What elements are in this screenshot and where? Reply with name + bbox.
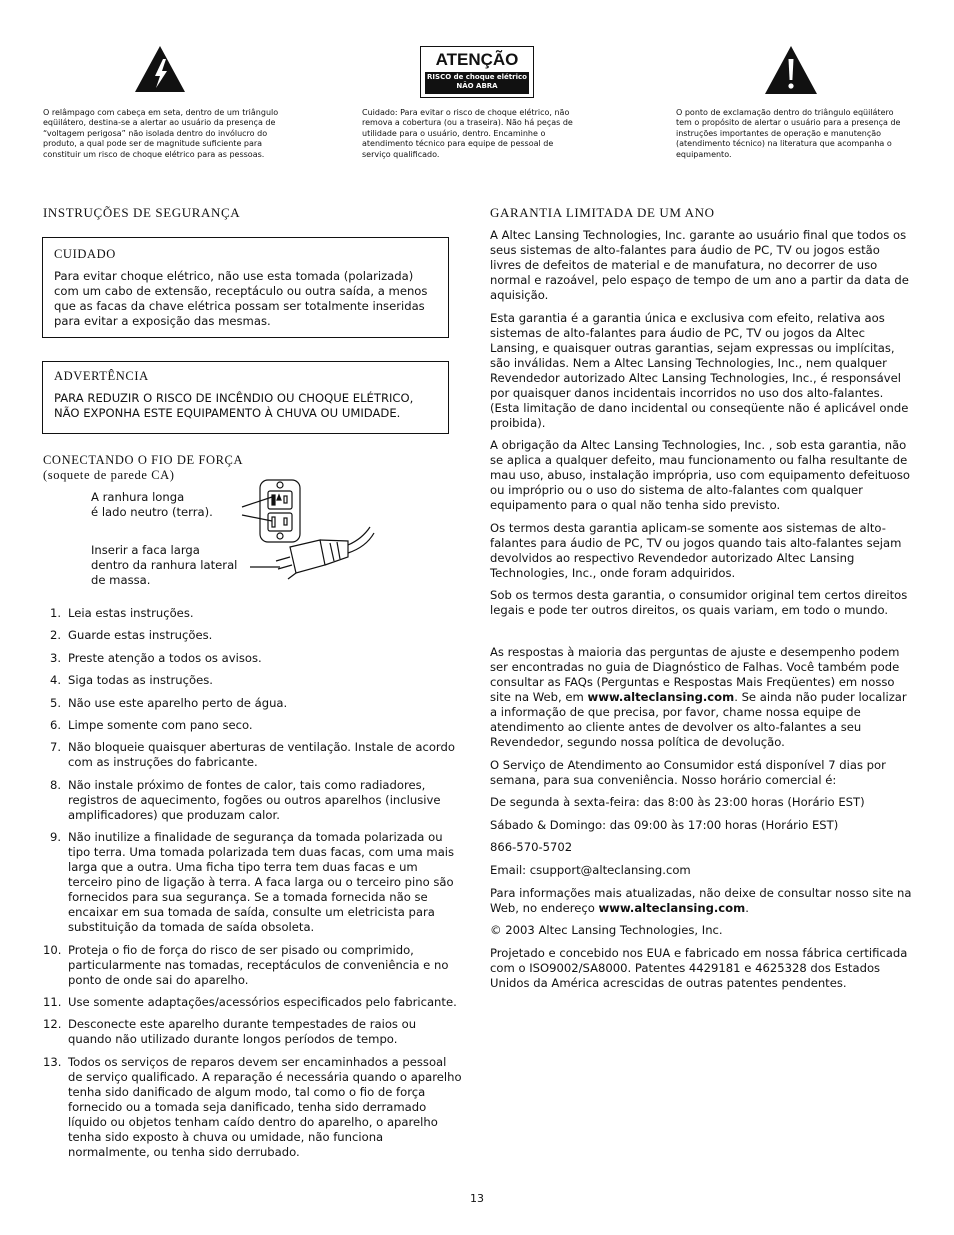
support-email: Email: csupport@alteclansing.com [490,862,691,877]
support-weekend-hours: Sábado & Domingo: das 09:00 às 17:00 horas (Horário EST) [490,817,839,832]
page-number: 13 [470,1192,484,1205]
power-heading-line2: (soquete de parede CA) [43,468,175,482]
caution-title: CUIDADO [54,247,116,261]
warranty-paragraph-5: Sob os termos desta garantia, o consumidor original tem certos direitos legais e pode ter outros direitos, os quais variam, em todo o mundo. [490,588,908,618]
insert-label [91,543,237,588]
warranty-paragraph-2: Esta garantia é a garantia única e exclusiva com efeito, relativa aos sistemas de alto-falantes para áudio de PC, TV ou jogos da Altec Lansing, e quaisquer outras garantias, sejam expressas ou implícitas, são inválidas. Nem a Altec Lansing Technologies, Inc., nem qualquer Revendedor autorizado Altec Lansing Technologies, Inc., é responsável por quaisquer danos incidentais incorridos no uso dos alto-falantes. (Esta limitação de dano incidental ou conseqüente não é aplicável onde proibida). [490,310,909,430]
warning-text: PARA REDUZIR O RISCO DE INCÊNDIO OU CHOQUE ELÉTRICO, NÃO EXPONHA ESTE EQUIPAMENTO À CHUVA OU UMIDADE. [54,391,414,420]
attention-line2: NÃO ABRA [456,82,498,90]
list-item: 2. Guarde estas instruções. [49,628,213,643]
power-heading [43,453,243,483]
outlet-plug-icon [230,475,380,595]
attention-line1: RISCO de choque elétrico [427,73,527,81]
exclamation-caption: O ponto de exclamação dentro do triângulo eqüilátero tem o propósito de alertar o usuário para a presença de instruções importantes de operação e manutenção (atendimento técnico) na literatura que acompanha o equipamento. [676,108,901,159]
warranty-text [490,228,914,626]
support-paragraph-1: As respostas à maioria das perguntas de ajuste e desempenho podem ser encontradas no guia de Diagnóstico de Falhas. Você também pode consultar as FAQs (Perguntas e Respostas Mais Freqüentes) em nosso site na Web, em www.alteclansing.com. Se ainda não puder localizar a informação de que precisa, por favor, chame nossa equipe de atendimento ao cliente antes de devolver os alto-falantes a seu Revendedor, segundo nossa política de devolução. [490,645,907,749]
caution-text: Para evitar choque elétrico, não use esta tomada (polarizada) com um cabo de extensão, receptáculo ou outra saída, a menos que as facas da chave elétrica possam ser totalmente inseridas para evitar a exposição das mesmas. [54,269,428,328]
lightning-caption: O relâmpago com cabeça em seta, dentro de um triângulo eqüilátero, destina-se a alertar ao usuário da presença de “voltagem perigosa” não isolada dentro do invólucro do produto, a qual pode ser de magnitude suficiente para constituir um risco de choque elétrico para as pessoas. [43,108,279,159]
list-item: 3. Preste atenção a todos os avisos. [49,650,262,665]
support-text [490,645,914,998]
list-item: 5. Não use este aparelho perto de água. [49,695,288,710]
warranty-heading: GARANTIA LIMITADA DE UM ANO [490,205,715,220]
support-paragraph-3: Para informações mais atualizadas, não deixe de consultar nosso site na Web, no endereço www.alteclansing.com. [490,885,912,915]
list-item: 13. Todos os serviços de reparos devem ser encaminhados a pessoal de serviço qualificado. A reparação é necessária quando o aparelho tenha sido danificado de algum modo, tal como o fio de força fornecido ou a tomada seja danificado, tenha sido derramado líquido ou objetos tenham caído dentro do aparelho, o aparelho tenha sido exposto à chuva ou umidade, não funciona normalmente, ou tenha sido derrubado. [43,1054,462,1159]
list-item: 8. Não instale próximo de fontes de calor, tais como radiadores, registros de aquecimento, fogões ou outros aparelhos (inclusive amplificadores) que produzam calor. [49,777,441,822]
warranty-paragraph-4: Os termos desta garantia aplicam-se somente aos sistemas de alto-falantes para áudio de PC, TV ou jogos quando tais alto-falantes sejam devolvidos ao respectivo Revendedor autorizado Altec Lansing Technologies, Inc., onde foram adquiridos. [490,520,902,580]
warning-box [42,361,449,434]
instructions-list [43,606,463,1167]
list-item: 10. Proteja o fio de força do risco de ser pisado ou comprimido, particularmente nas tomadas, receptáculos de conveniência e no ponto de onde sai do aparelho. [43,942,449,987]
support-phone: 866-570-5702 [490,840,573,855]
lightning-triangle-icon [134,45,186,93]
website-link-2[interactable]: www.alteclansing.com [598,900,746,915]
slot-label-line1: A ranhura longa [91,490,185,504]
patents: Projetado e concebido nos EUA e fabricado em nossa fábrica certificada com o ISO9002/SA8000. Patentes 4429181 e 4625328 dos Estados Unidos da América acrescidas de outras patentes pendentes. [490,945,908,990]
warranty-paragraph-3: A obrigação da Altec Lansing Technologies, Inc. , sob esta garantia, não se aplica a qualquer defeito, mau funcionamento ou falha resultante de mau uso, abuso, instalação imprópria, uso com equipamento defeituoso ou impróprio ou o uso do sistema de alto-falantes com qualquer equipamento para o qual não tenha sido previsto. [490,438,911,513]
insert-label-line2: dentro da ranhura lateral [91,558,238,572]
attention-caption: Cuidado: Para evitar o risco de choque elétrico, não remova a cobertura (ou a traseira). Não há peças de utilidade para o usuário, dentro. Encaminhe o atendimento técnico para equipe de pessoal de serviço qualificado. [362,108,573,159]
warranty-paragraph-1: A Altec Lansing Technologies, Inc. garante ao usuário final que todos os seus sistemas de alto-falantes para áudio de PC, TV ou jogos estão livres de defeitos de material e de manufatura, no decorrer de uso normal e razoável, pelo espaço de tempo de um ano a partir da data de aquisição. [490,228,909,302]
list-item: 6. Limpe somente com pano seco. [49,717,253,732]
attention-label [420,46,534,98]
slot-label-line2: é lado neutro (terra). [91,505,213,519]
warning-title: ADVERTÊNCIA [54,369,149,383]
list-item: 12. Desconecte este aparelho durante tempestades de raios ou quando não utilizado durante longos períodos de tempo. [43,1017,417,1047]
slot-label [91,490,213,520]
website-link[interactable]: www.alteclansing.com [587,690,735,704]
power-heading-line1: CONECTANDO O FIO DE FORÇA [43,453,244,467]
list-item: 1. Leia estas instruções. [49,606,194,620]
support-weekday-hours: De segunda à sexta-feira: das 8:00 às 23:00 horas (Horário EST) [490,795,865,810]
list-item: 4. Siga todas as instruções. [49,673,213,688]
exclamation-triangle-icon [764,45,818,95]
list-item: 9. Não inutilize a finalidade de segurança da tomada polarizada ou tipo terra. Uma tomada polarizada tem duas facas, com uma mais larga que a outra. Uma ficha tipo terra tem duas facas e um terceiro pino de ligação à terra. A faca larga ou o terceiro pino são fornecidos para sua segurança. Se a tomada fornecida não se encaixar em sua tomada de saída, consulte um eletricista para substituição da tomada de saída obsoleta. [49,830,455,935]
support-paragraph-2: O Serviço de Atendimento ao Consumidor está disponível 7 dias por semana, para sua conveniência. Nosso horário comercial é: [490,757,886,787]
safety-heading: INSTRUÇÕES DE SEGURANÇA [43,205,241,220]
attention-title: ATENÇÃO [435,50,519,69]
caution-box [42,237,449,338]
copyright: © 2003 Altec Lansing Technologies, Inc. [490,923,723,938]
insert-label-line1: Inserir a faca larga [91,543,200,557]
list-item: 11. Use somente adaptações/acessórios especificados pelo fabricante. [43,994,457,1009]
insert-label-line3: de massa. [91,573,151,587]
list-item: 7. Não bloqueie quaisquer aberturas de ventilação. Instale de acordo com as instruções do fabricante. [49,740,455,770]
